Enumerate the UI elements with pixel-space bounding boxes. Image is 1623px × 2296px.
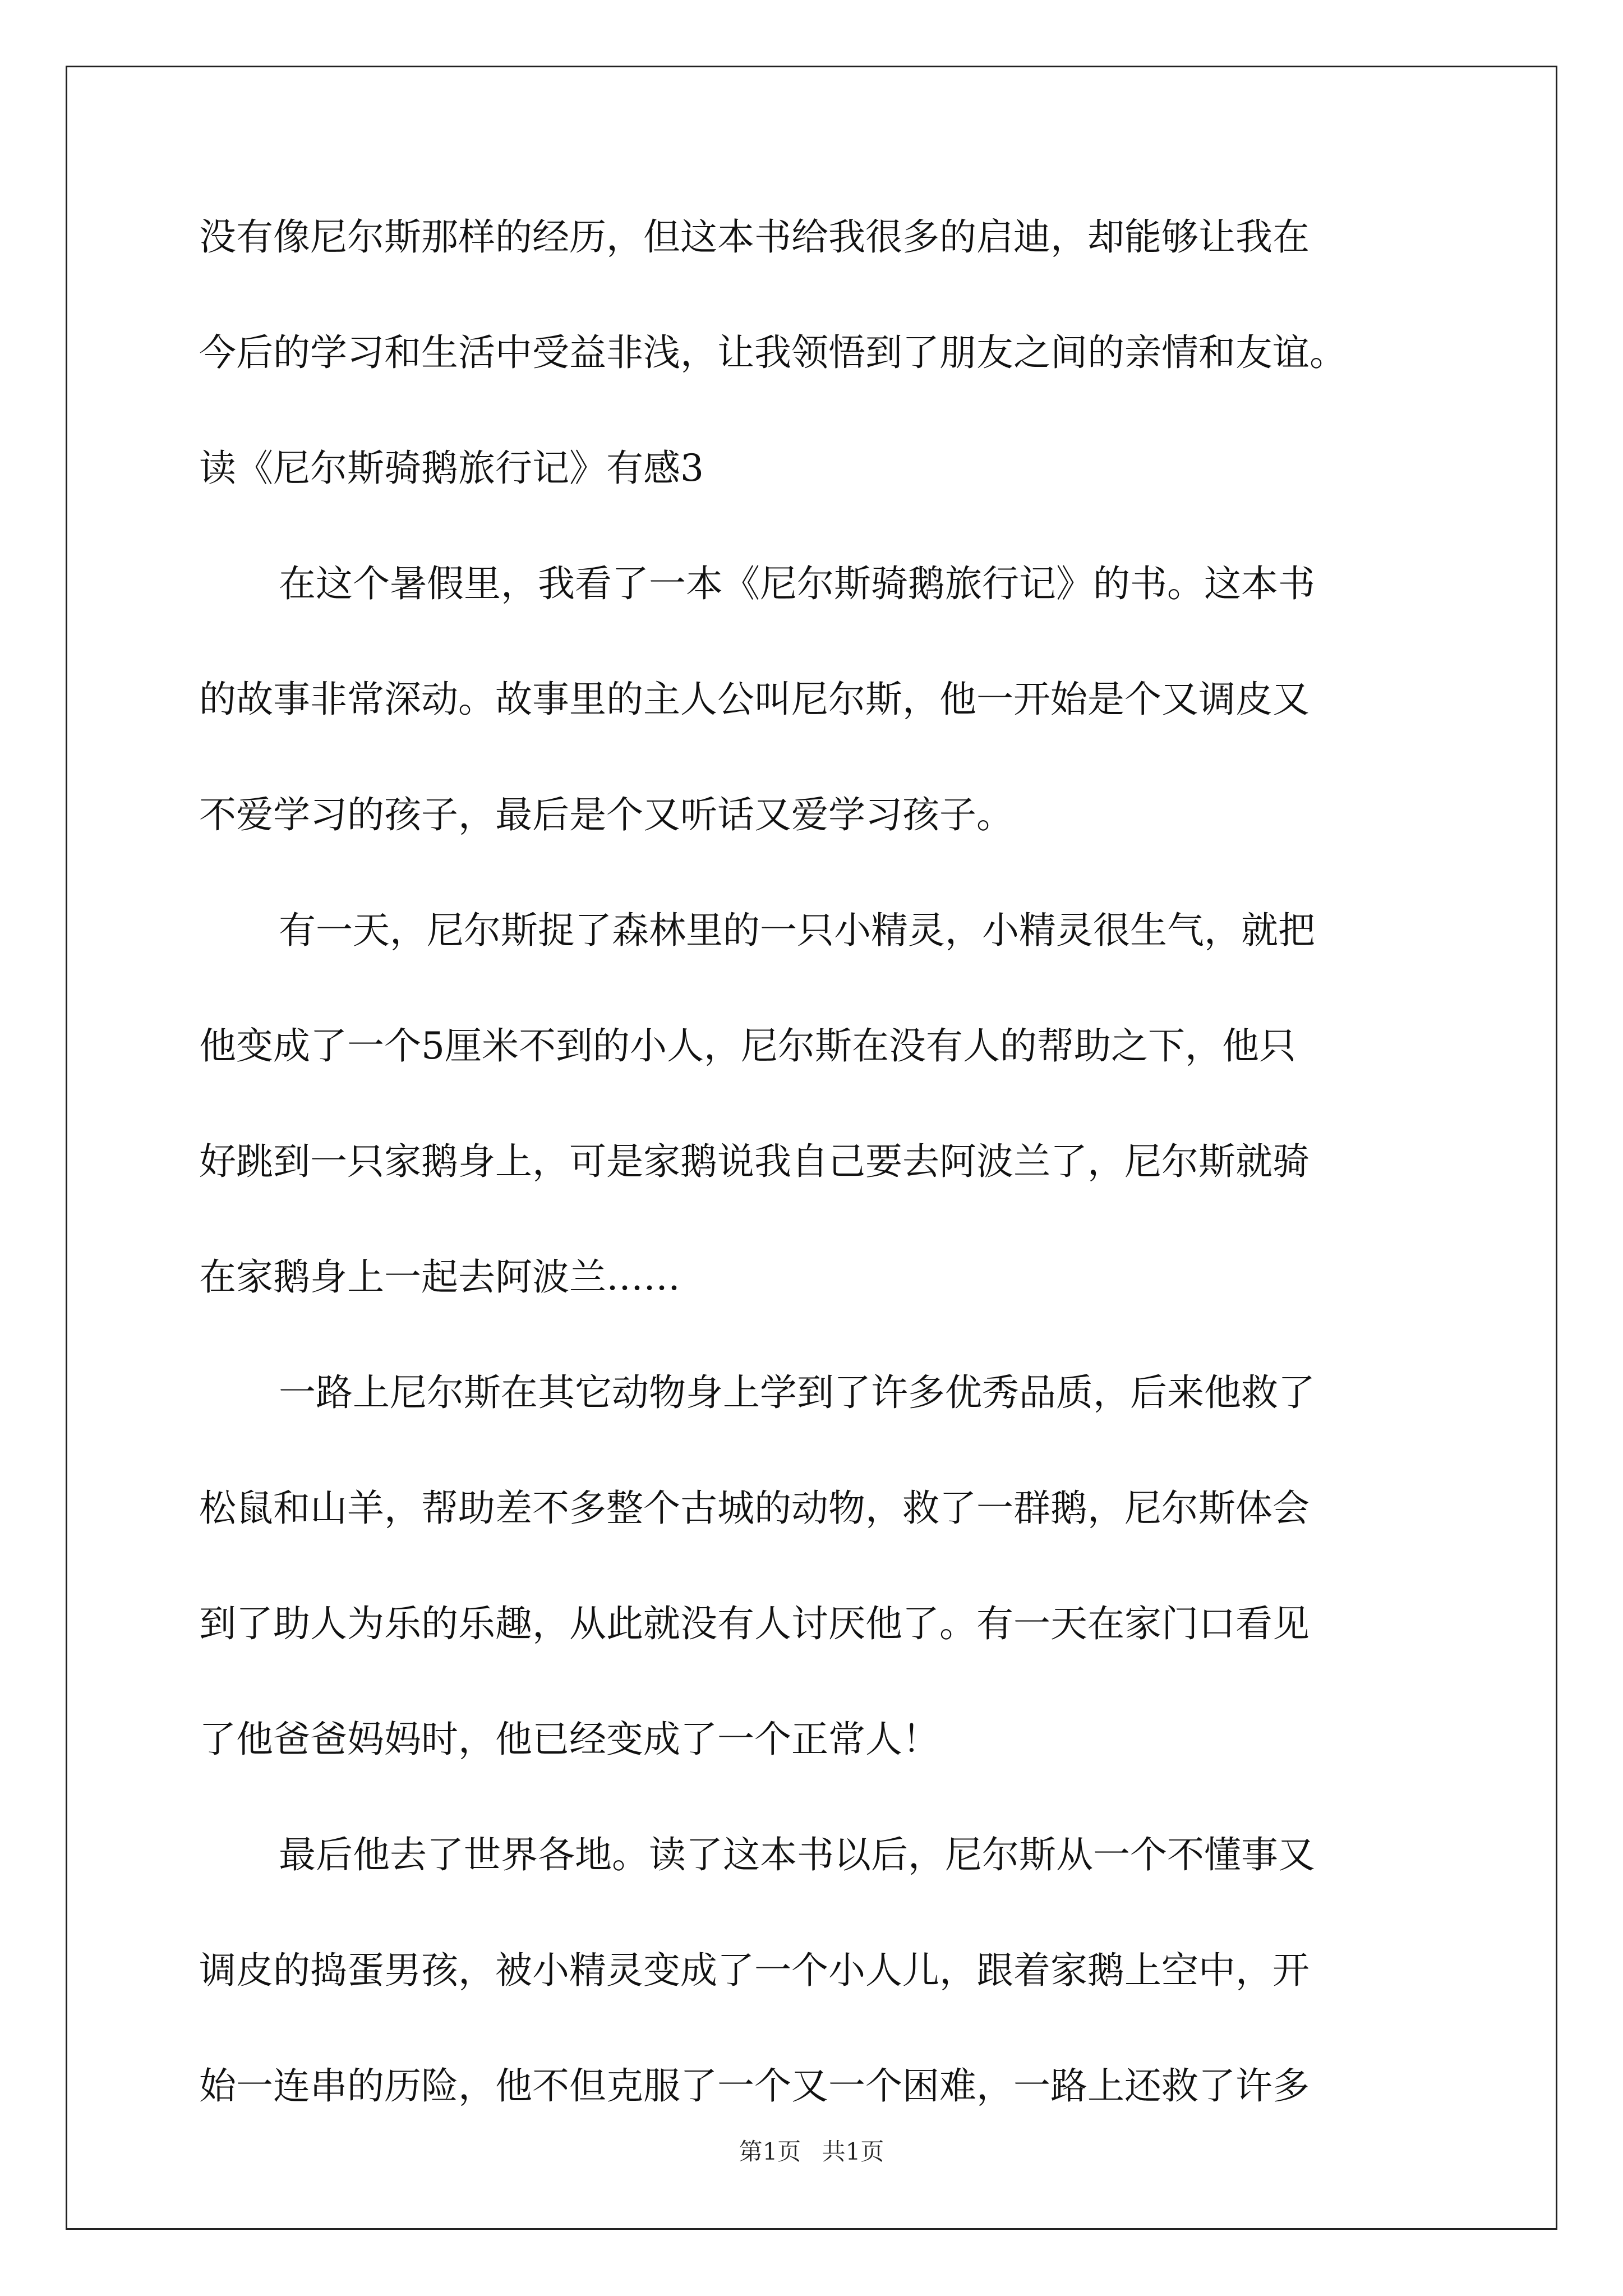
text-line-5: 的故事非常深动。故事里的主人公叫尼尔斯，他一开始是个又调皮又 (199, 678, 1310, 721)
text-line-2: 今后的学习和生活中受益非浅，让我领悟到了朋友之间的亲情和友谊。 (199, 331, 1347, 374)
section-heading: 读《尼尔斯骑鹅旅行记》有感3 (199, 447, 704, 490)
text-line-17: 始一连串的历险，他不但克服了一个又一个困难，一路上还救了许多 (199, 2064, 1310, 2108)
text-line-16: 调皮的捣蛋男孩，被小精灵变成了一个小人儿，跟着家鹅上空中，开 (199, 1949, 1310, 1992)
text-line-13: 到了助人为乐的乐趣，从此就没有人讨厌他了。有一天在家门口看见 (199, 1602, 1310, 1645)
text-line-4: 在这个暑假里，我看了一本《尼尔斯骑鹅旅行记》的书。这本书 (279, 562, 1315, 605)
document-body (199, 215, 1438, 2183)
text-line-11: 一路上尼尔斯在其它动物身上学到了许多优秀品质，后来他救了 (279, 1371, 1315, 1414)
page-footer (0, 2140, 1623, 2164)
text-line-14: 了他爸爸妈妈时，他已经变成了一个正常人！ (199, 1718, 939, 1761)
page-total: 共1页 (822, 2138, 884, 2165)
text-line-9: 好跳到一只家鹅身上，可是家鹅说我自己要去阿波兰了，尼尔斯就骑 (199, 1140, 1310, 1183)
text-line-7: 有一天，尼尔斯捉了森林里的一只小精灵，小精灵很生气，就把 (279, 909, 1315, 952)
text-line-1: 没有像尼尔斯那样的经历，但这本书给我很多的启迪，却能够让我在 (199, 215, 1310, 259)
text-line-10: 在家鹅身上一起去阿波兰…… (199, 1255, 680, 1299)
text-line-15: 最后他去了世界各地。读了这本书以后，尼尔斯从一个不懂事又 (279, 1833, 1315, 1876)
text-line-8: 他变成了一个5厘米不到的小人，尼尔斯在没有人的帮助之下，他只 (199, 1024, 1296, 1068)
page-number: 第1页 (739, 2138, 801, 2165)
text-line-12: 松鼠和山羊，帮助差不多整个古城的动物，救了一群鹅，尼尔斯体会 (199, 1487, 1310, 1530)
text-line-6: 不爱学习的孩子，最后是个又听话又爱学习孩子。 (199, 793, 1013, 836)
